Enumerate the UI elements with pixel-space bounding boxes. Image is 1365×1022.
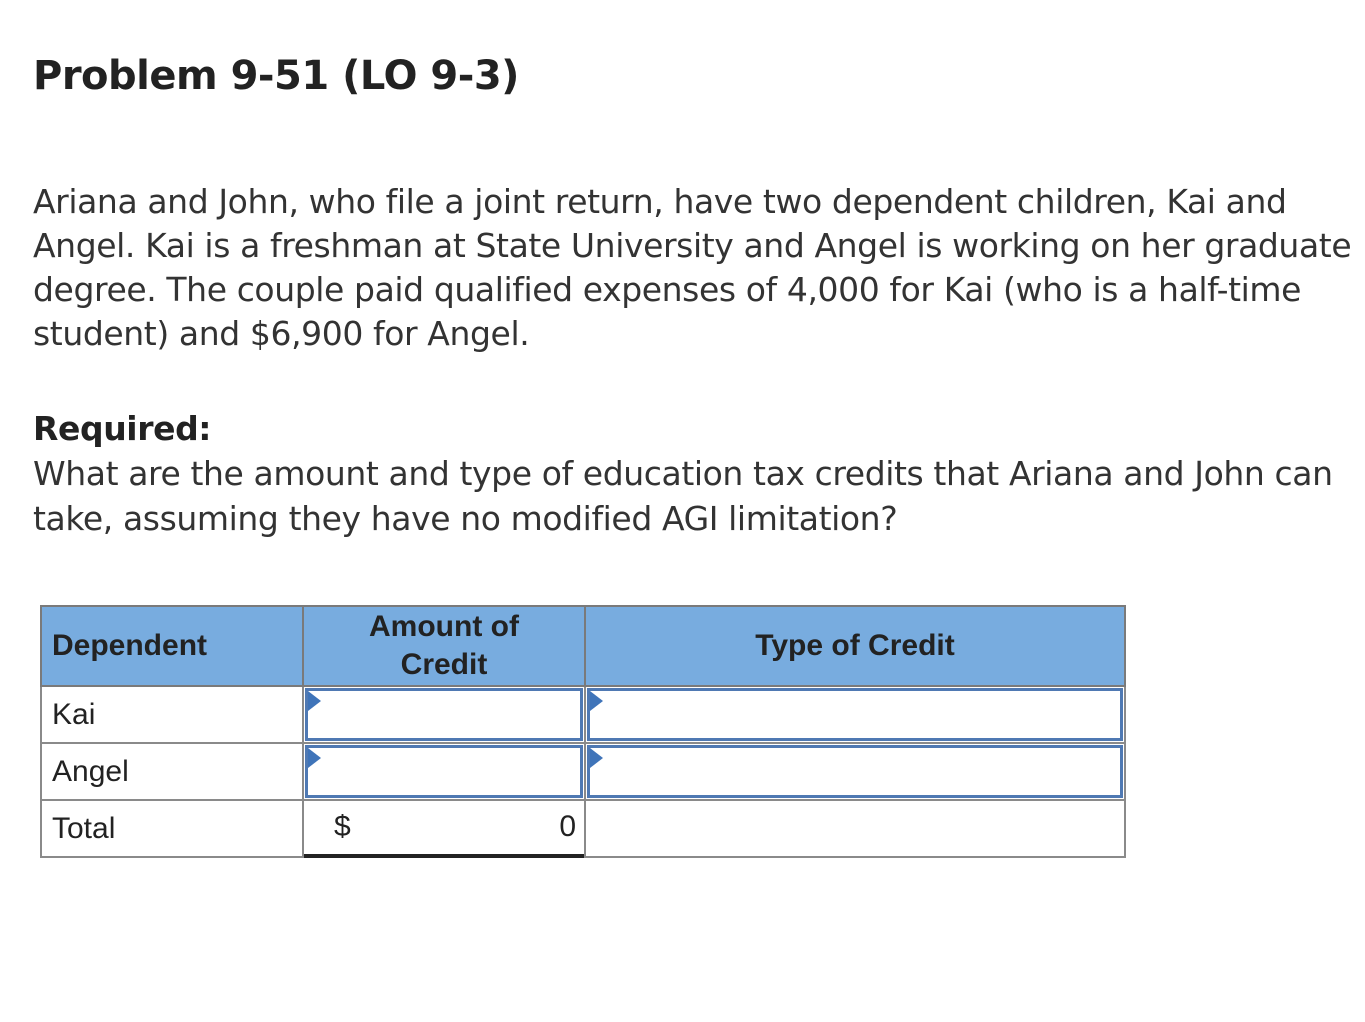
type-cell-angel xyxy=(585,743,1125,800)
cell-marker-icon xyxy=(308,748,321,768)
amount-cell-kai xyxy=(303,686,585,743)
amount-input-angel[interactable] xyxy=(305,745,583,798)
table-row-total xyxy=(41,800,1125,857)
cell-marker-icon xyxy=(590,748,603,768)
table-header-row xyxy=(41,606,1125,686)
table-row-angel xyxy=(41,743,1125,800)
total-type-cell xyxy=(585,800,1125,857)
header-type-of-credit: Type of Credit xyxy=(585,606,1125,686)
cell-marker-icon xyxy=(590,691,603,711)
type-input-kai[interactable] xyxy=(587,688,1123,741)
type-input-angel[interactable] xyxy=(587,745,1123,798)
type-cell-kai xyxy=(585,686,1125,743)
row-label-total: Total xyxy=(41,800,303,857)
total-double-underline xyxy=(304,854,584,858)
amount-cell-angel xyxy=(303,743,585,800)
row-label-angel: Angel xyxy=(41,743,303,800)
required-section xyxy=(33,406,1358,541)
header-amount-of-credit xyxy=(303,606,585,686)
total-amount-cell xyxy=(303,800,585,857)
page-title: Problem 9-51 (LO 9-3) xyxy=(33,53,519,99)
required-label: Required: xyxy=(33,409,212,448)
cell-marker-icon xyxy=(308,691,321,711)
amount-input-kai[interactable] xyxy=(305,688,583,741)
total-amount-value: 0 xyxy=(559,810,576,843)
row-label-kai: Kai xyxy=(41,686,303,743)
problem-statement: Ariana and John, who file a joint return, have two dependent children, Kai and Angel. Kai is a freshman at State University and Angel is working on her graduate degree. The couple paid qualified expenses of 4,000 for Kai (who is a half-time student) and $6,900 for Angel. xyxy=(33,182,1352,353)
required-question: What are the amount and type of education tax credits that Ariana and John can take, assuming they have no modified AGI limitation? xyxy=(33,454,1333,538)
answer-table xyxy=(40,605,1126,858)
header-dependent: Dependent xyxy=(41,606,303,686)
header-amount-label: Amount of Credit xyxy=(369,610,519,681)
table-row-kai xyxy=(41,686,1125,743)
total-currency-symbol: $ xyxy=(334,810,351,843)
